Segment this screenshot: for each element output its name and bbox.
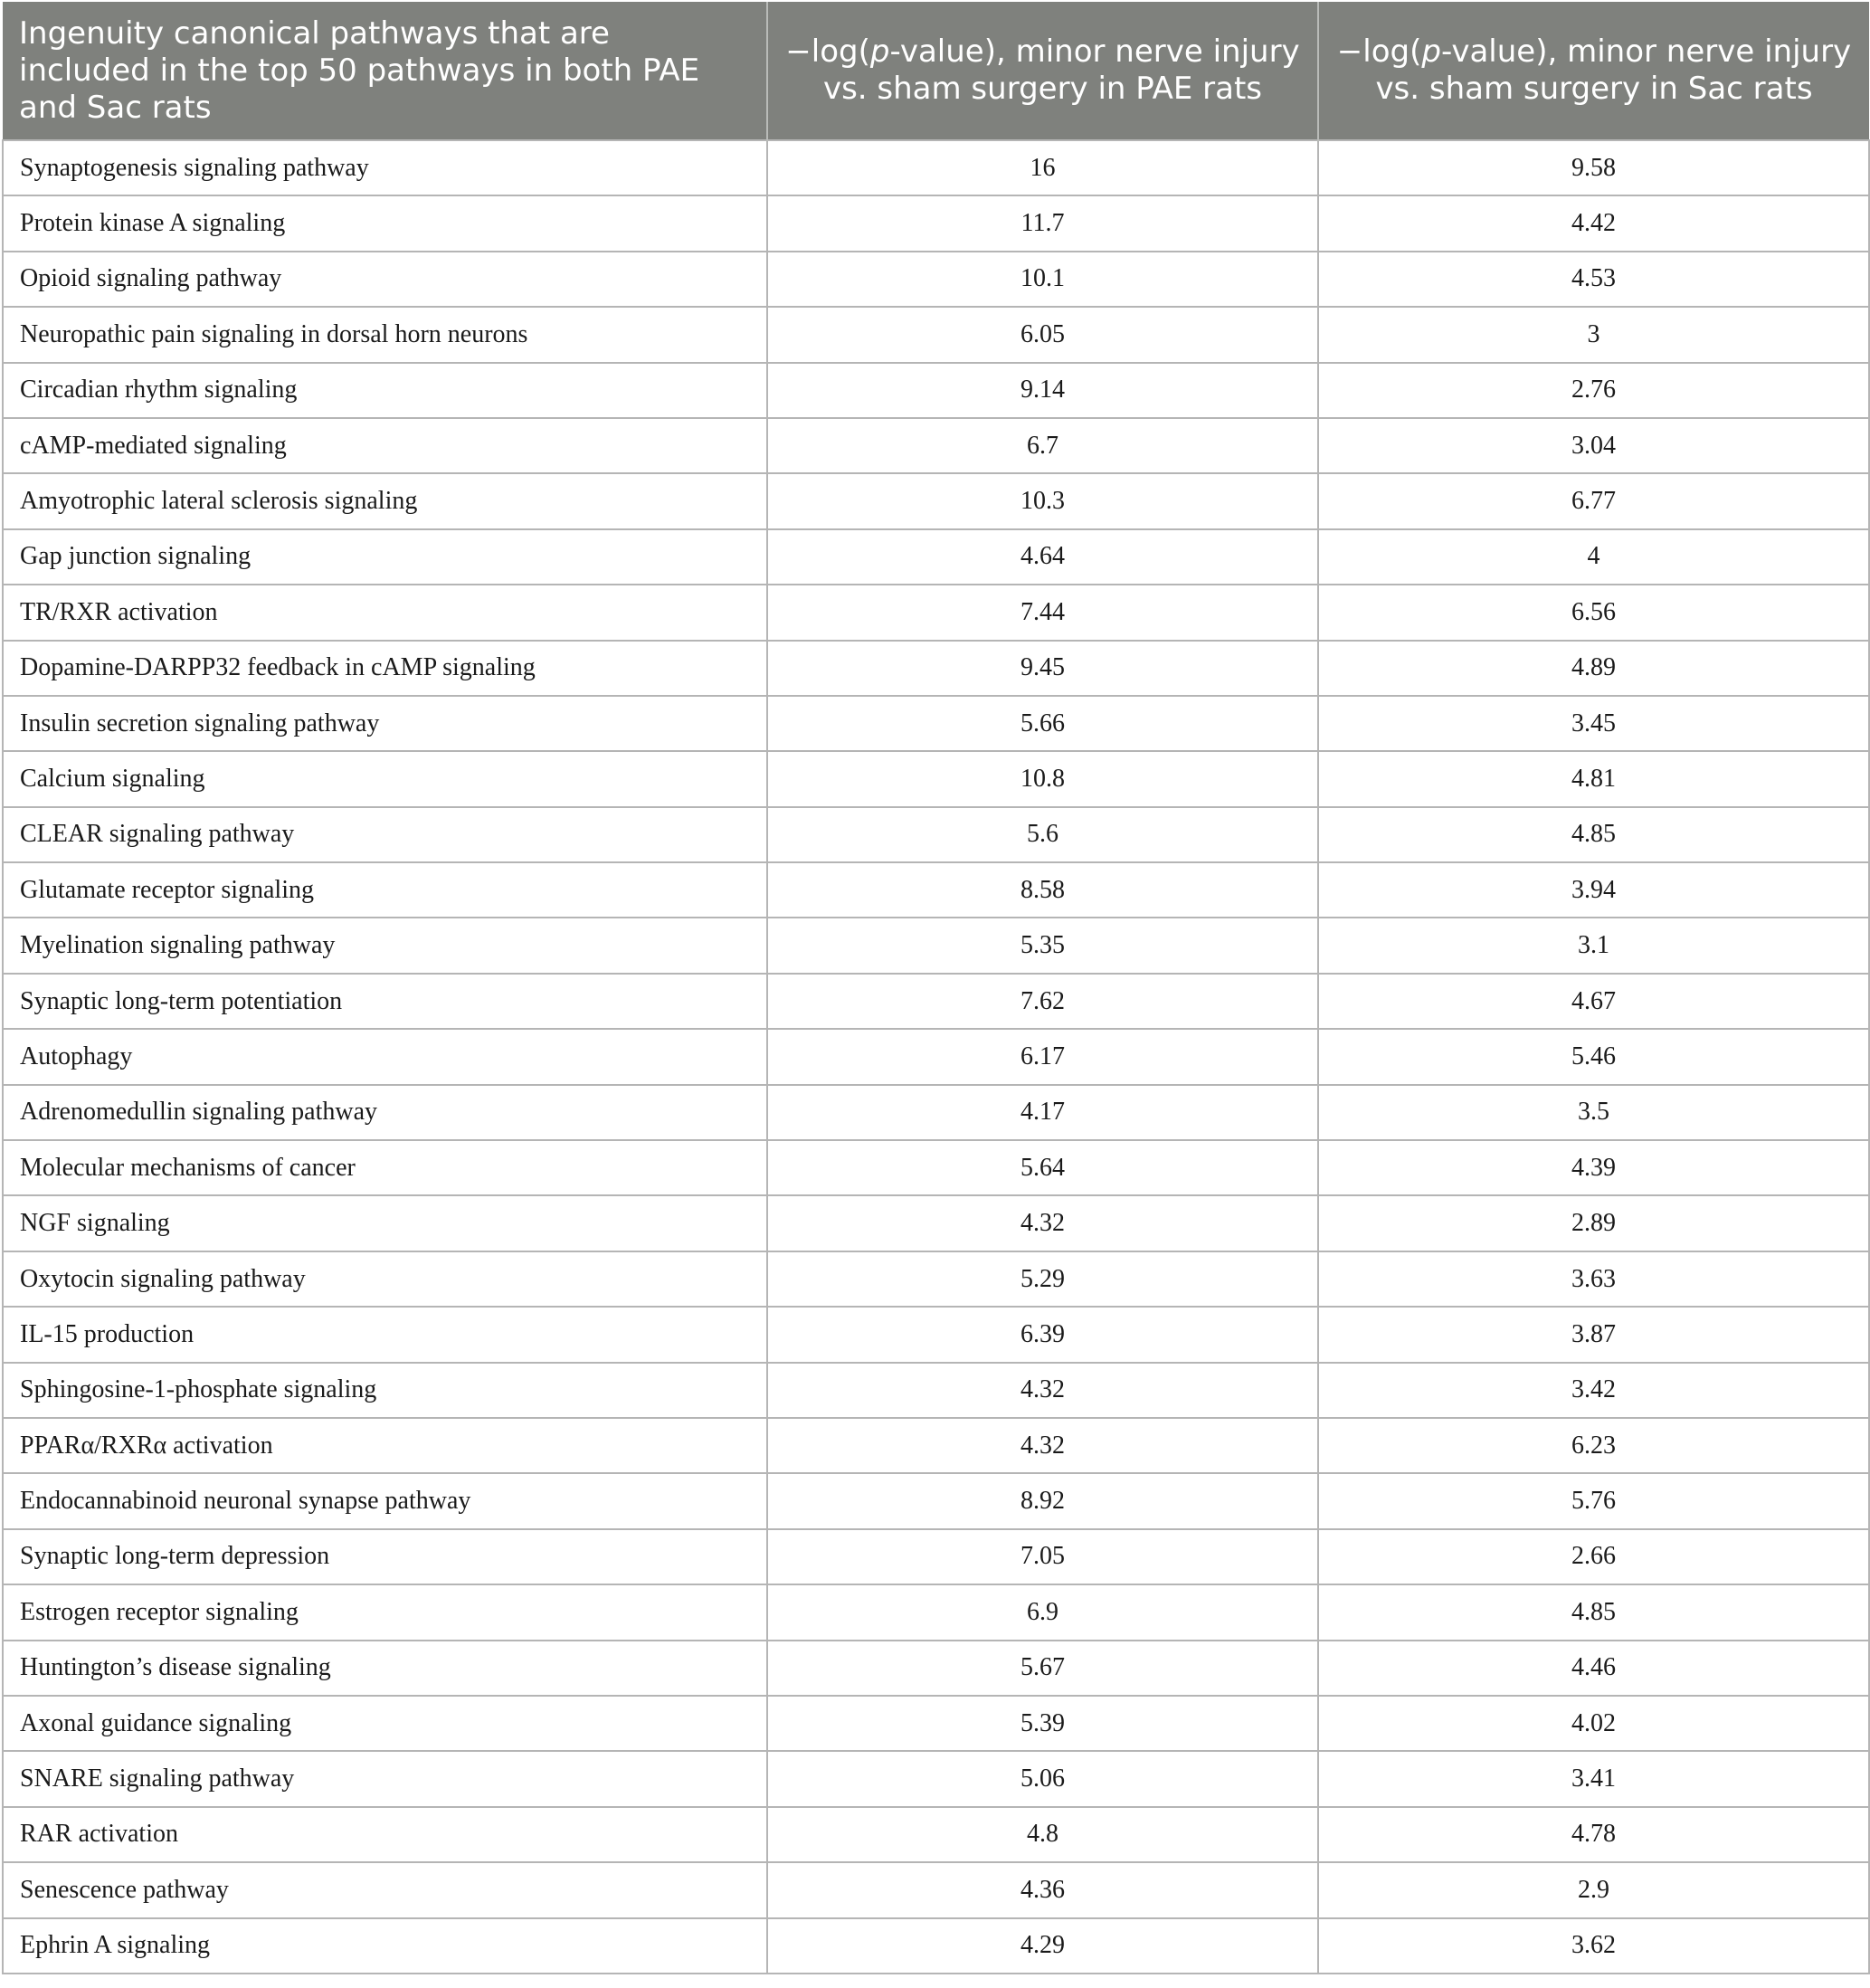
sac-value-cell: 2.76 [1318, 363, 1869, 418]
pae-value-cell: 4.29 [767, 1918, 1318, 1974]
sac-value-cell: 3.5 [1318, 1085, 1869, 1140]
pae-value-cell: 5.06 [767, 1751, 1318, 1806]
pathway-name-cell: Dopamine-DARPP32 feedback in cAMP signaling [3, 641, 767, 696]
sac-value-cell: 5.46 [1318, 1029, 1869, 1084]
table-row [3, 1029, 1869, 1084]
table-header [3, 2, 1869, 140]
header-row [3, 2, 1869, 140]
pae-value-cell: 16 [767, 140, 1318, 195]
sac-value-cell: 2.66 [1318, 1529, 1869, 1584]
table-body [3, 140, 1869, 1974]
header-pae-p: p [869, 33, 890, 70]
pae-value-cell: 6.39 [767, 1307, 1318, 1362]
pathway-name-cell: Calcium signaling [3, 751, 767, 806]
pathway-name-cell: Insulin secretion signaling pathway [3, 696, 767, 751]
sac-value-cell: 4.67 [1318, 974, 1869, 1029]
table-row [3, 418, 1869, 473]
sac-value-cell: 4 [1318, 529, 1869, 585]
sac-value-cell: 4.42 [1318, 195, 1869, 251]
header-sac-post: -value), minor nerve injury vs. sham surgery in Sac rats [1375, 33, 1852, 107]
sac-value-cell: 6.23 [1318, 1418, 1869, 1473]
header-pae-post: -value), minor nerve injury vs. sham surgery in PAE rats [822, 33, 1300, 107]
pathway-name-cell: SNARE signaling pathway [3, 1751, 767, 1806]
sac-value-cell: 4.46 [1318, 1641, 1869, 1696]
pathway-name-cell: Opioid signaling pathway [3, 252, 767, 307]
header-pae-pre: −log( [785, 33, 870, 70]
pathway-name-cell: TR/RXR activation [3, 585, 767, 640]
pathway-name-cell: CLEAR signaling pathway [3, 807, 767, 862]
pae-value-cell: 4.64 [767, 529, 1318, 585]
table-row [3, 1807, 1869, 1862]
pathways-table [2, 2, 1870, 1974]
sac-value-cell: 3 [1318, 307, 1869, 362]
sac-value-cell: 3.42 [1318, 1363, 1869, 1418]
sac-value-cell: 3.04 [1318, 418, 1869, 473]
table-row [3, 1140, 1869, 1195]
header-pae [767, 2, 1318, 140]
sac-value-cell: 3.63 [1318, 1251, 1869, 1307]
table-row [3, 195, 1869, 251]
table-row [3, 307, 1869, 362]
sac-value-cell: 4.53 [1318, 252, 1869, 307]
pae-value-cell: 4.32 [767, 1363, 1318, 1418]
pae-value-cell: 10.3 [767, 473, 1318, 528]
sac-value-cell: 4.81 [1318, 751, 1869, 806]
pae-value-cell: 6.9 [767, 1584, 1318, 1640]
pathway-name-cell: Autophagy [3, 1029, 767, 1084]
table-row [3, 1418, 1869, 1473]
pae-value-cell: 5.39 [767, 1696, 1318, 1751]
pae-value-cell: 5.6 [767, 807, 1318, 862]
pathway-name-cell: Gap junction signaling [3, 529, 767, 585]
pathway-name-cell: Sphingosine-1-phosphate signaling [3, 1363, 767, 1418]
table-row [3, 862, 1869, 918]
pathway-name-cell: RAR activation [3, 1807, 767, 1862]
pae-value-cell: 4.36 [767, 1862, 1318, 1917]
pae-value-cell: 6.7 [767, 418, 1318, 473]
pae-value-cell: 4.17 [767, 1085, 1318, 1140]
pae-value-cell: 8.92 [767, 1473, 1318, 1528]
pae-value-cell: 9.14 [767, 363, 1318, 418]
pae-value-cell: 10.8 [767, 751, 1318, 806]
pathway-name-cell: Senescence pathway [3, 1862, 767, 1917]
pathway-name-cell: Amyotrophic lateral sclerosis signaling [3, 473, 767, 528]
pathway-name-cell: Neuropathic pain signaling in dorsal horn neurons [3, 307, 767, 362]
table-row [3, 918, 1869, 973]
sac-value-cell: 2.89 [1318, 1195, 1869, 1251]
pae-value-cell: 7.05 [767, 1529, 1318, 1584]
header-sac-p: p [1421, 33, 1441, 70]
sac-value-cell: 3.1 [1318, 918, 1869, 973]
pathway-name-cell: NGF signaling [3, 1195, 767, 1251]
pathway-name-cell: Oxytocin signaling pathway [3, 1251, 767, 1307]
pathway-name-cell: Huntington’s disease signaling [3, 1641, 767, 1696]
sac-value-cell: 6.56 [1318, 585, 1869, 640]
sac-value-cell: 4.85 [1318, 807, 1869, 862]
pae-value-cell: 9.45 [767, 641, 1318, 696]
pae-value-cell: 7.62 [767, 974, 1318, 1029]
pathway-name-cell: Endocannabinoid neuronal synapse pathway [3, 1473, 767, 1528]
pae-value-cell: 4.32 [767, 1418, 1318, 1473]
pae-value-cell: 5.67 [767, 1641, 1318, 1696]
pathway-name-cell: Myelination signaling pathway [3, 918, 767, 973]
table-row [3, 974, 1869, 1029]
sac-value-cell: 4.39 [1318, 1140, 1869, 1195]
table-row [3, 1473, 1869, 1528]
pathway-name-cell: Synaptogenesis signaling pathway [3, 140, 767, 195]
table-row [3, 1307, 1869, 1362]
pae-value-cell: 5.66 [767, 696, 1318, 751]
pae-value-cell: 8.58 [767, 862, 1318, 918]
table-row [3, 751, 1869, 806]
sac-value-cell: 4.78 [1318, 1807, 1869, 1862]
sac-value-cell: 4.85 [1318, 1584, 1869, 1640]
sac-value-cell: 6.77 [1318, 473, 1869, 528]
sac-value-cell: 3.94 [1318, 862, 1869, 918]
table-row [3, 1696, 1869, 1751]
pae-value-cell: 6.05 [767, 307, 1318, 362]
table-row [3, 1862, 1869, 1917]
table-row [3, 1363, 1869, 1418]
table-row [3, 696, 1869, 751]
table-row [3, 585, 1869, 640]
pae-value-cell: 5.29 [767, 1251, 1318, 1307]
header-sac [1318, 2, 1869, 140]
sac-value-cell: 4.02 [1318, 1696, 1869, 1751]
sac-value-cell: 3.62 [1318, 1918, 1869, 1974]
table-row [3, 1751, 1869, 1806]
pae-value-cell: 5.64 [767, 1140, 1318, 1195]
pathway-name-cell: IL-15 production [3, 1307, 767, 1362]
pae-value-cell: 11.7 [767, 195, 1318, 251]
table-row [3, 1085, 1869, 1140]
pathway-name-cell: Molecular mechanisms of cancer [3, 1140, 767, 1195]
header-sac-pre: −log( [1336, 33, 1422, 70]
pae-value-cell: 7.44 [767, 585, 1318, 640]
table-row [3, 363, 1869, 418]
pathway-name-cell: Adrenomedullin signaling pathway [3, 1085, 767, 1140]
table-row [3, 1641, 1869, 1696]
sac-value-cell: 5.76 [1318, 1473, 1869, 1528]
pathway-name-cell: Axonal guidance signaling [3, 1696, 767, 1751]
pathway-name-cell: Synaptic long-term depression [3, 1529, 767, 1584]
pae-value-cell: 10.1 [767, 252, 1318, 307]
pae-value-cell: 5.35 [767, 918, 1318, 973]
sac-value-cell: 3.87 [1318, 1307, 1869, 1362]
pathway-name-cell: Circadian rhythm signaling [3, 363, 767, 418]
pae-value-cell: 4.8 [767, 1807, 1318, 1862]
table-row [3, 1584, 1869, 1640]
table-row [3, 529, 1869, 585]
pathway-name-cell: Ephrin A signaling [3, 1918, 767, 1974]
table-row [3, 1529, 1869, 1584]
pathway-name-cell: Protein kinase A signaling [3, 195, 767, 251]
table-row [3, 1195, 1869, 1251]
table-row [3, 641, 1869, 696]
pathway-name-cell: Estrogen receptor signaling [3, 1584, 767, 1640]
sac-value-cell: 3.41 [1318, 1751, 1869, 1806]
table-row [3, 140, 1869, 195]
table-row [3, 1251, 1869, 1307]
pae-value-cell: 4.32 [767, 1195, 1318, 1251]
pathway-name-cell: Glutamate receptor signaling [3, 862, 767, 918]
sac-value-cell: 3.45 [1318, 696, 1869, 751]
header-pathway: Ingenuity canonical pathways that are included in the top 50 pathways in both PAE and Sac rats [3, 2, 767, 140]
sac-value-cell: 9.58 [1318, 140, 1869, 195]
sac-value-cell: 4.89 [1318, 641, 1869, 696]
pae-value-cell: 6.17 [767, 1029, 1318, 1084]
table-row [3, 252, 1869, 307]
table-row [3, 807, 1869, 862]
pathways-table-container [2, 2, 1868, 1974]
table-row [3, 1918, 1869, 1974]
table-row [3, 473, 1869, 528]
pathway-name-cell: Synaptic long-term potentiation [3, 974, 767, 1029]
pathway-name-cell: PPARα/RXRα activation [3, 1418, 767, 1473]
sac-value-cell: 2.9 [1318, 1862, 1869, 1917]
pathway-name-cell: cAMP-mediated signaling [3, 418, 767, 473]
